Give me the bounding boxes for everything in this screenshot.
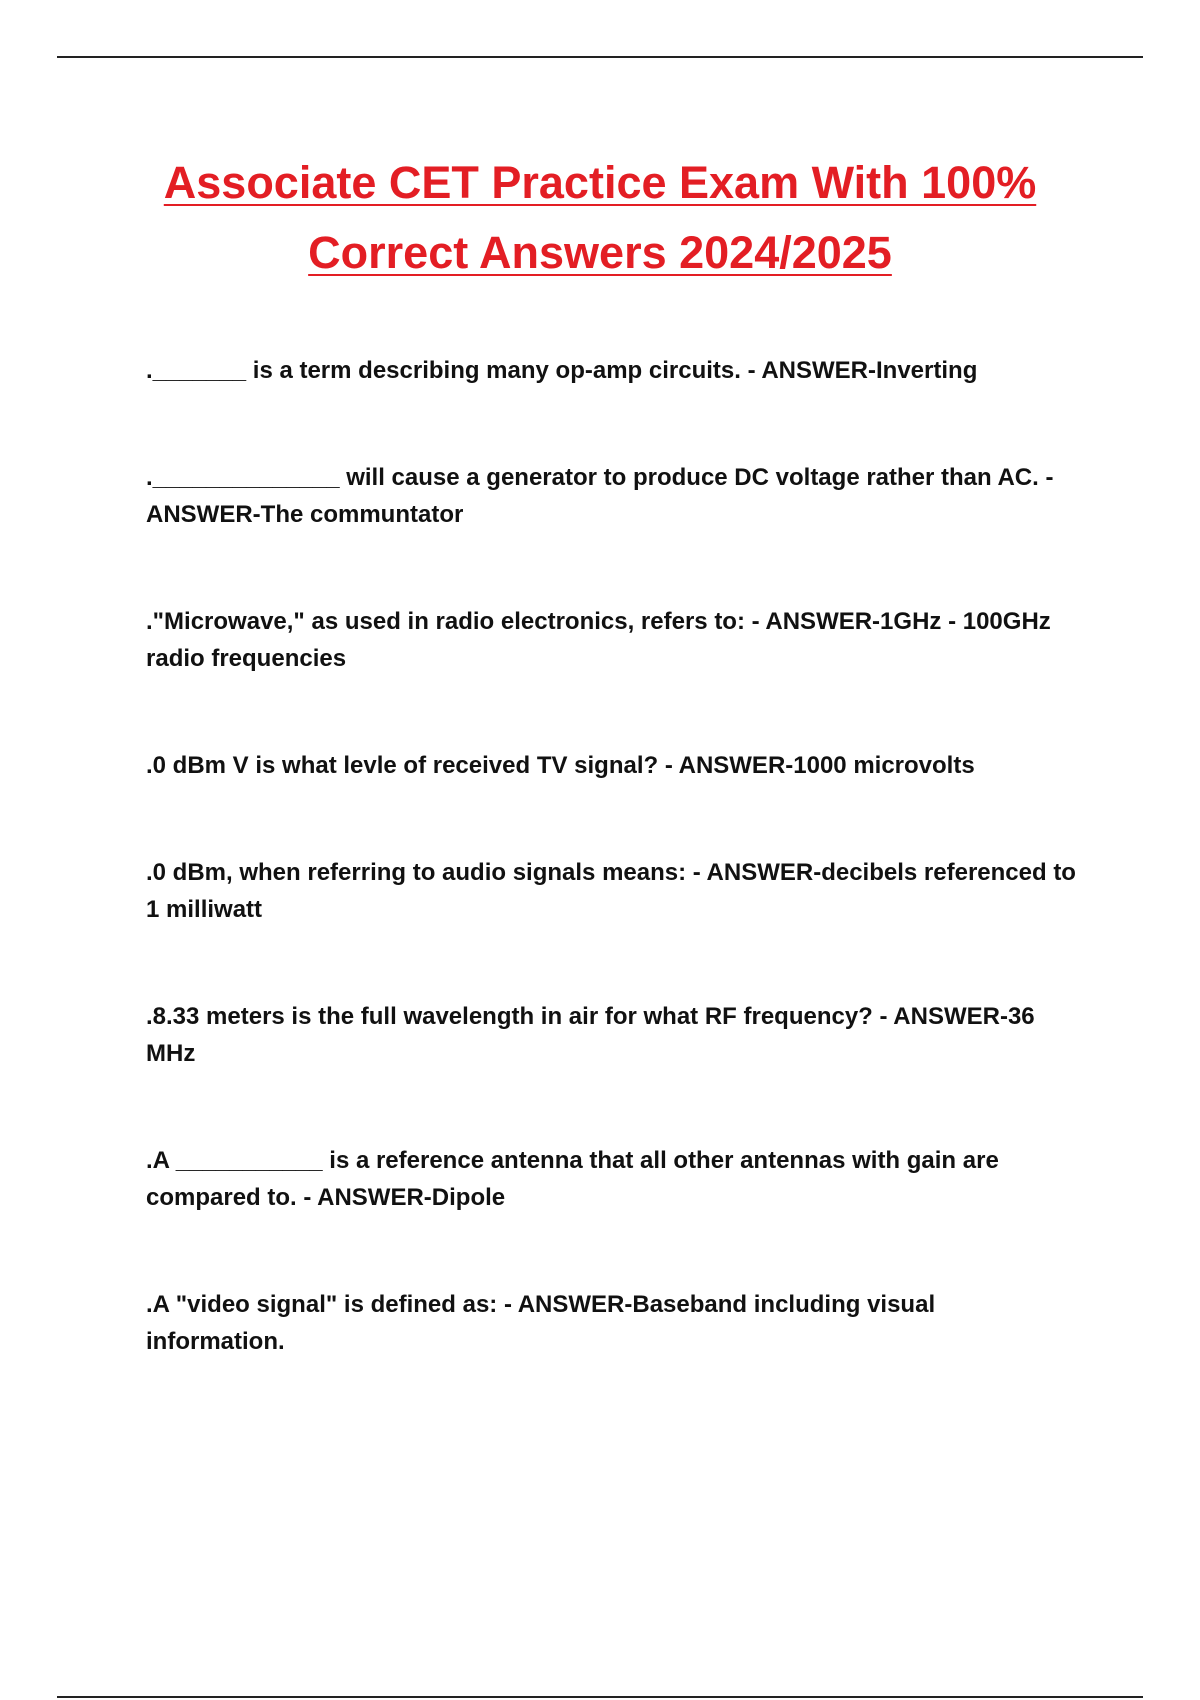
question-item: ."Microwave," as used in radio electronics, refers to: - ANSWER-1GHz - 100GHz radio frequencies [146,608,1051,672]
document-title [0,148,1200,288]
question-list [146,352,1076,1360]
document-title-line-2: Correct Answers 2024/2025 [308,227,892,278]
header-rule [57,56,1143,58]
question-item: .A ___________ is a reference antenna that all other antennas with gain are compared to. - ANSWER-Dipole [146,1147,999,1211]
document-title-line-1: Associate CET Practice Exam With 100% [163,157,1037,208]
question-item: .A "video signal" is defined as: - ANSWER-Baseband including visual information. [146,1291,936,1355]
question-item: ._______ is a term describing many op-amp circuits. - ANSWER-Inverting [146,357,978,384]
question-item: .______________ will cause a generator to produce DC voltage rather than AC. - ANSWER-The communtator [146,464,1054,528]
question-item: .0 dBm, when referring to audio signals means: - ANSWER-decibels referenced to 1 milliwatt [146,859,1076,923]
footer-rule [57,1696,1143,1698]
question-item: .8.33 meters is the full wavelength in air for what RF frequency? - ANSWER-36 MHz [146,1003,1035,1067]
question-item: .0 dBm V is what levle of received TV signal? - ANSWER-1000 microvolts [146,752,975,779]
